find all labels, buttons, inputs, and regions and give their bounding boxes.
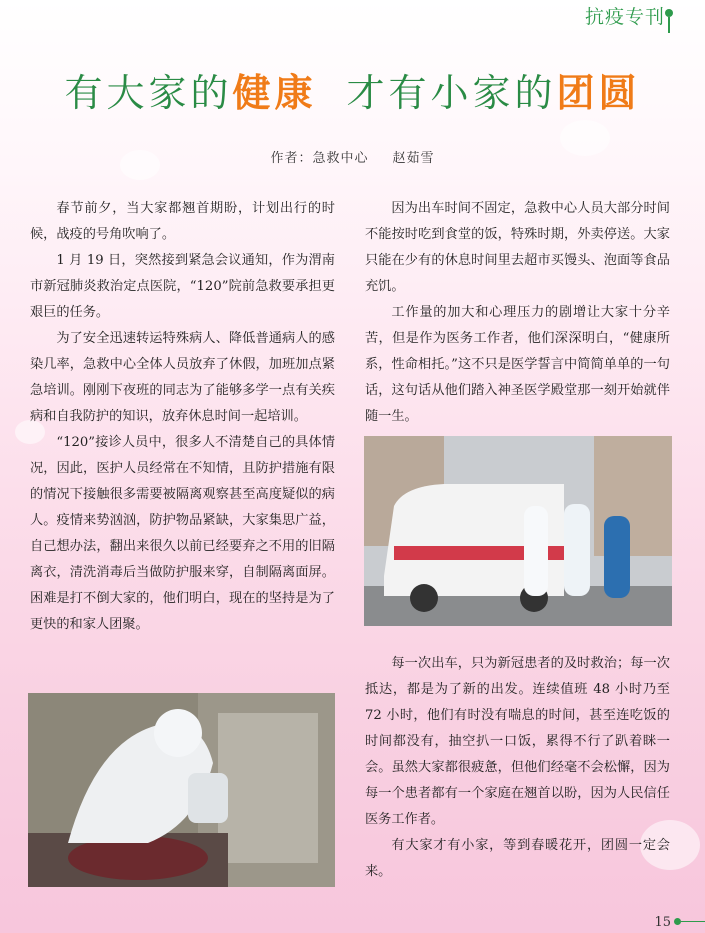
paragraph: 1 月 19 日，突然接到紧急会议通知，作为渭南市新冠肺炎救治定点医院，“120”院前急救要承担更艰巨的任务。 — [30, 253, 335, 320]
header-divider — [668, 17, 670, 33]
paragraph: 春节前夕，当大家都翘首期盼，计划出行的时候，战疫的号角吹响了。 — [30, 201, 335, 242]
page-rule — [681, 921, 705, 922]
paragraph: 有大家才有小家，等到春暖花开，团圆一定会来。 — [365, 838, 670, 879]
byline — [0, 147, 705, 166]
page-number: 15 — [654, 915, 671, 930]
paragraph: “120”接诊人员中，很多人不清楚自己的具体情况，因此，医护人员经常在不知情，且防护措施有限的情况下接触很多需要被隔离观察甚至高度疑似的病人。疫情来势汹汹，防护物品紧缺，大家集思广益，自己想办法，翻出来很久以前已经要弃之不用的旧隔离衣，清洗消毒后当做防护服来穿，自制隔离面屏。困难是打不倒大家的，他们明白，现在的坚持是为了更快的和家人团聚。 — [30, 435, 335, 632]
photo-medic-treating-patient — [28, 693, 335, 887]
right-column-bottom — [365, 651, 670, 885]
title-accent2: 团圆 — [556, 70, 641, 115]
title-accent1: 健康 — [232, 70, 317, 115]
title-part1: 有大家的 — [64, 71, 233, 115]
paragraph: 每一次出车，只为新冠患者的及时救治；每一次抵达，都是为了新的出发。连续值班 48 小时乃至 72 小时，他们有时没有喘息的时间，甚至连吃饭的时间都没有，抽空扒一口饭，累得不行了趴着眯一会。虽然大家都很疲惫，但他们经毫不会松懈，因为每一个患者都有一个家庭在翘首以盼，因为人民信任医务工作者。 — [365, 656, 670, 827]
byline-label: 作者：急救中心 — [270, 151, 369, 166]
paragraph: 为了安全迅速转运特殊病人、降低普通病人的感染几率，急救中心全体人员放弃了休假，加班加点紧急培训。刚刚下夜班的同志为了能够多学一点有关疾病和自我防护的知识，放弃休息时间一起培训。 — [30, 331, 335, 424]
section-tag: 抗疫专刊 — [584, 6, 665, 28]
paragraph: 因为出车时间不固定，急救中心人员大部分时间不能按时吃到食堂的饭，特殊时期，外卖停送。大家只能在少有的休息时间里去超市买馒头、泡面等食品充饥。 — [365, 201, 670, 294]
page-title — [0, 62, 705, 117]
photo-ambulance-staff — [364, 436, 672, 626]
header-dot-icon — [665, 9, 673, 17]
paragraph: 工作量的加大和心理压力的剧增让大家十分辛苦，但是作为医务工作者，他们深深明白，“健康所系，性命相托。”这不只是医学誓言中简简单单的一句话，这句话从他们踏入神圣医学殿堂那一刻开始就伴随一生。 — [365, 305, 670, 424]
page-dot-icon — [674, 918, 681, 925]
right-column-top — [365, 196, 670, 430]
title-part2: 才有小家的 — [346, 71, 557, 115]
byline-author: 赵茹雪 — [392, 151, 435, 166]
left-column — [30, 196, 335, 638]
